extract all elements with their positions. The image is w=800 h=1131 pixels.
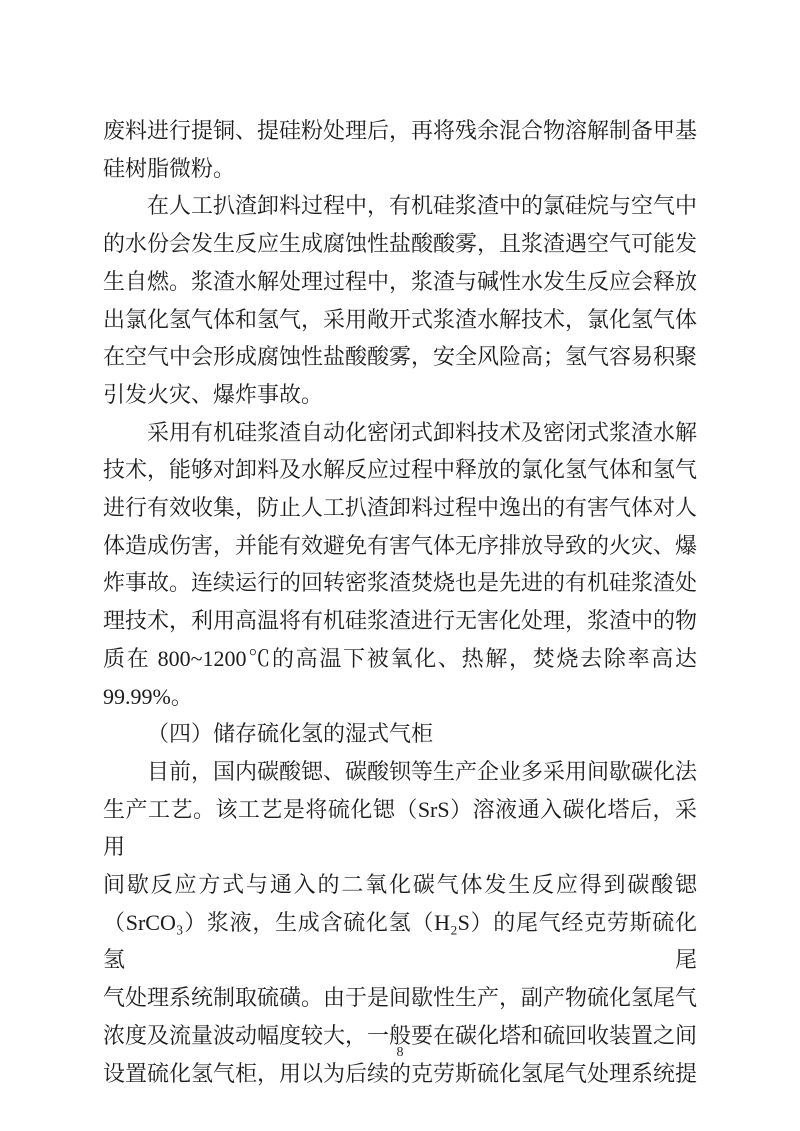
text-line: 的水份会发生反应生成腐蚀性盐酸酸雾，且浆渣遇空气可能发 [103,231,698,257]
text-line: 99.99%。 [103,683,193,709]
text-line: 出氯化氢气体和氢气，采用敞开式浆渣水解技术，氯化氢气体 [103,306,698,332]
text-line: 进行有效收集，防止人工扒渣卸料过程中逸出的有害气体对人 [103,495,698,521]
text-line: 引发火灾、爆炸事故。 [103,381,324,407]
text-line: 在空气中会形成腐蚀性盐酸酸雾，安全风险高；氢气容易积聚 [103,344,698,370]
text-line: 在人工扒渣卸料过程中，有机硅浆渣中的氯硅烷与空气中 [147,193,698,219]
body-text [103,112,697,1092]
text-line: 设置硫化氢气柜，用以为后续的克劳斯硫化氢尾气处理系统提 [103,1060,698,1086]
text-line: 目前，国内碳酸锶、碳酸钡等生产企业多采用间歇碳化法 [147,758,698,784]
text-line: 废料进行提铜、提硅粉处理后，再将残余混合物溶解制备甲基 [103,118,698,143]
text-line: 采用有机硅浆渣自动化密闭式卸料技术及密闭式浆渣水解 [147,419,698,445]
text-line: 技术，能够对卸料及水解反应过程中释放的氯化氢气体和氢气 [103,457,698,483]
text-line: 理技术，利用高温将有机硅浆渣进行无害化处理，浆渣中的物 [103,608,698,634]
text-line: 生自燃。浆渣水解处理过程中，浆渣与碱性水发生反应会释放 [103,268,698,294]
text-line: 炸事故。连续运行的回转密浆渣焚烧也是先进的有机硅浆渣处 [103,570,698,596]
text-line: （SrCO₃）浆液，生成含硫化氢（H₂S）的尾气经克劳斯硫化氢尾 [103,909,697,973]
text-line: 间歇反应方式与通入的二氧化碳气体发生反应得到碳酸锶 [103,872,697,898]
page-footer [0,1045,800,1061]
text-line: 浓度及流量波动幅度较大，一般要在碳化塔和硫回收装置之间 [103,1022,698,1048]
text-line: 硅树脂微粉。 [103,155,236,181]
text-line: 体造成伤害，并能有效避免有害气体无序排放导致的火灾、爆 [103,532,698,558]
page-number: 8 [396,1045,404,1060]
text-line: 质在 800~1200℃的高温下被氧化、热解，焚烧去除率高达 [103,645,697,671]
text-line: 气处理系统制取硫磺。由于是间歇性生产，副产物硫化氢尾气 [103,985,698,1011]
section-heading: （四）储存硫化氢的湿式气柜 [147,721,434,747]
text-line: 生产工艺。该工艺是将硫化锶（SrS）溶液通入碳化塔后，采用 [103,796,697,860]
